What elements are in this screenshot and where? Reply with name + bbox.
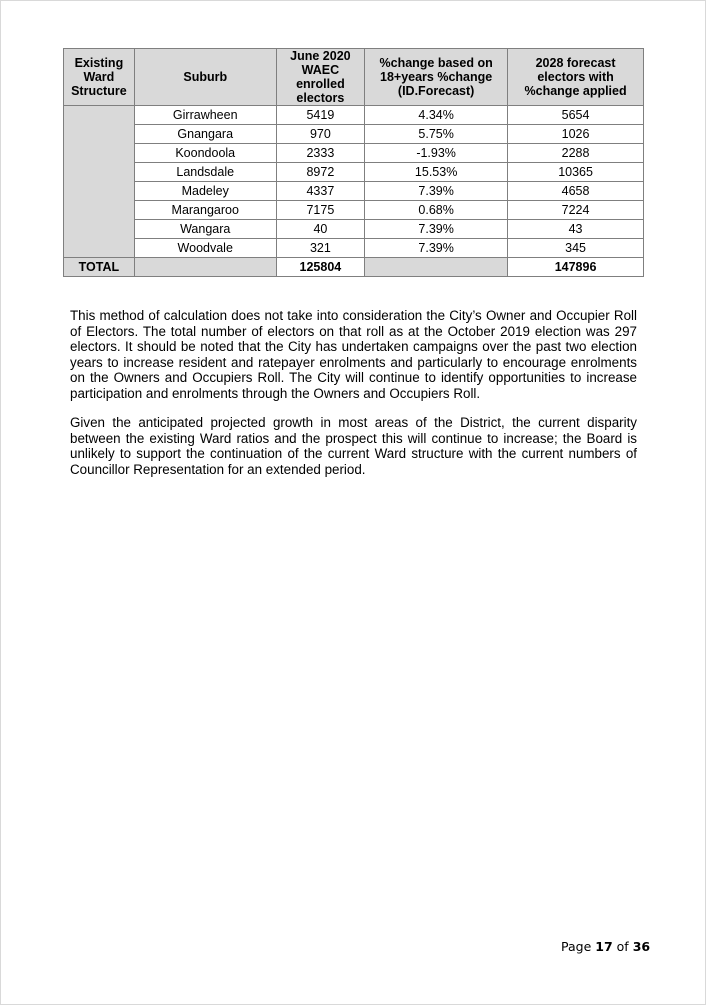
total-forecast: 147896 <box>508 258 644 277</box>
suburb-cell: Gnangara <box>134 125 276 144</box>
table-row <box>64 106 644 125</box>
enrolled-cell: 8972 <box>276 163 364 182</box>
header-2028-forecast: 2028 forecast electors with %change applied <box>508 49 644 106</box>
forecast-cell: 2288 <box>508 144 644 163</box>
suburb-cell: Landsdale <box>134 163 276 182</box>
table-row <box>64 163 644 182</box>
forecast-cell: 5654 <box>508 106 644 125</box>
table-row <box>64 220 644 239</box>
enrolled-cell: 970 <box>276 125 364 144</box>
forecast-cell: 43 <box>508 220 644 239</box>
change-cell: 5.75% <box>365 125 508 144</box>
header-enrolled-electors: June 2020 WAEC enrolled electors <box>276 49 364 106</box>
change-cell: 7.39% <box>365 182 508 201</box>
table-row <box>64 125 644 144</box>
enrolled-cell: 7175 <box>276 201 364 220</box>
table-header-row <box>64 49 644 106</box>
suburb-cell: Girrawheen <box>134 106 276 125</box>
ward-structure-cell <box>64 106 135 258</box>
enrolled-cell: 2333 <box>276 144 364 163</box>
forecast-cell: 1026 <box>508 125 644 144</box>
table-row <box>64 201 644 220</box>
change-cell: 7.39% <box>365 239 508 258</box>
enrolled-cell: 4337 <box>276 182 364 201</box>
suburb-cell: Wangara <box>134 220 276 239</box>
suburb-cell: Woodvale <box>134 239 276 258</box>
enrolled-cell: 5419 <box>276 106 364 125</box>
enrolled-cell: 321 <box>276 239 364 258</box>
table-row <box>64 239 644 258</box>
enrolled-cell: 40 <box>276 220 364 239</box>
total-change-cell <box>365 258 508 277</box>
paragraph-ward-structure-conclusion: Given the anticipated projected growth in most areas of the District, the current disparity between the existing Ward ratios and the prospect this will continue to increase; the Board is unlikely to support the continuation of the current Ward structure with the current numbers of Councillor Representation for an extended period. <box>70 415 637 477</box>
paragraph-owner-occupier-roll: This method of calculation does not take into consideration the City’s Owner and Occupier Roll of Electors. The total number of electors on that roll as at the October 2019 election was 297 electors. It should be noted that the City has undertaken campaigns over the past two election years to increase resident and ratepayer enrolments and particularly to encourage enrolments on the Owners and Occupiers Roll. The City will continue to identify opportunities to increase participation and enrolments through the Owners and Occupiers Roll. <box>70 308 637 401</box>
forecast-cell: 4658 <box>508 182 644 201</box>
change-cell: 7.39% <box>365 220 508 239</box>
total-suburb-cell <box>134 258 276 277</box>
total-row <box>64 258 644 277</box>
change-cell: 4.34% <box>365 106 508 125</box>
forecast-cell: 345 <box>508 239 644 258</box>
change-cell: 15.53% <box>365 163 508 182</box>
forecast-cell: 10365 <box>508 163 644 182</box>
forecast-cell: 7224 <box>508 201 644 220</box>
table-row <box>64 144 644 163</box>
suburb-cell: Marangaroo <box>134 201 276 220</box>
total-enrolled: 125804 <box>276 258 364 277</box>
change-cell: -1.93% <box>365 144 508 163</box>
total-label: TOTAL <box>64 258 135 277</box>
page-number: Page 17 of 36 <box>561 939 651 954</box>
header-percent-change: %change based on 18+years %change (ID.Forecast) <box>365 49 508 106</box>
header-suburb: Suburb <box>134 49 276 106</box>
table-row <box>64 182 644 201</box>
header-ward-structure: Existing Ward Structure <box>64 49 135 106</box>
change-cell: 0.68% <box>365 201 508 220</box>
suburb-cell: Madeley <box>134 182 276 201</box>
suburb-cell: Koondoola <box>134 144 276 163</box>
electors-table <box>63 48 644 277</box>
